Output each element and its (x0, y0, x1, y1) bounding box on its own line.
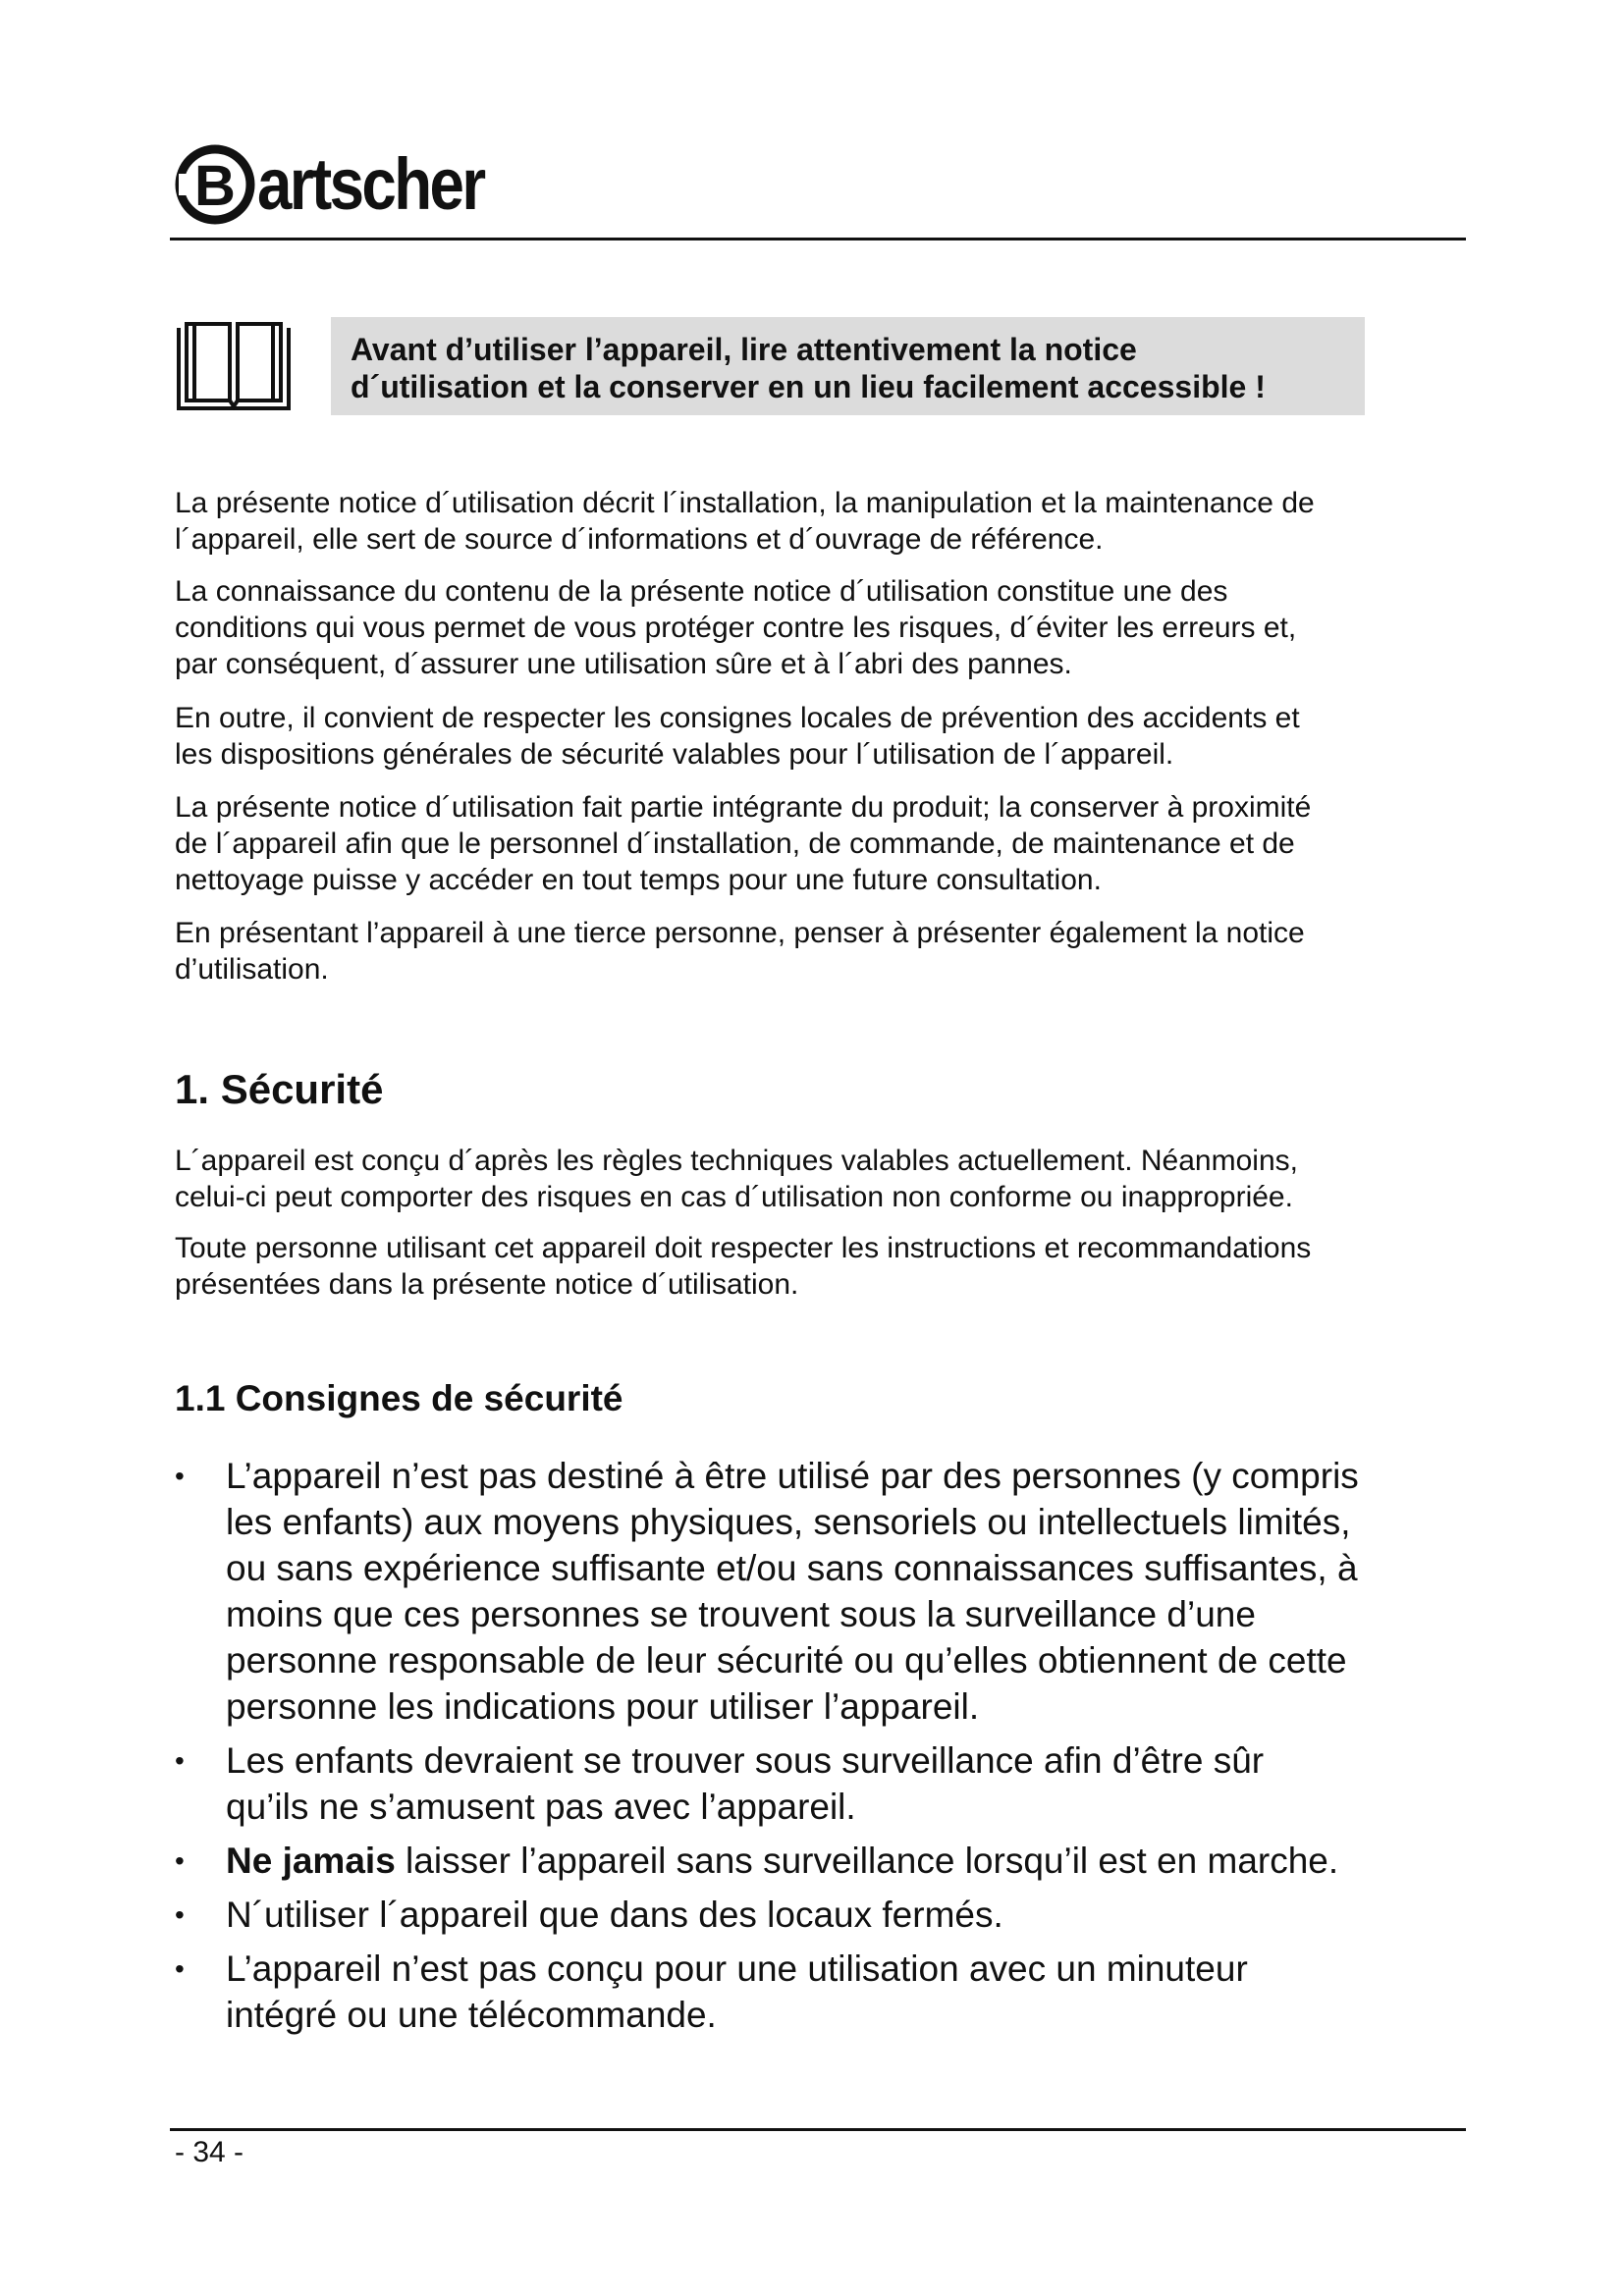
text-line: L’appareil n’est pas conçu pour une utilisation avec un minuteur (226, 1949, 1248, 1989)
bullet-icon: • (175, 1745, 185, 1776)
text-line: les enfants) aux moyens physiques, sensoriels ou intellectuels limités, (226, 1502, 1351, 1542)
intro-paragraph-4 (175, 789, 1461, 898)
text-line: La présente notice d´utilisation fait partie intégrante du produit; la conserver à proximité (175, 791, 1312, 824)
text-line: L´appareil est conçu d´après les règles techniques valables actuellement. Néanmoins, (175, 1145, 1298, 1177)
text-line: En outre, il convient de respecter les consignes locales de prévention des accidents et (175, 702, 1300, 734)
text-line: celui-ci peut comporter des risques en cas d´utilisation non conforme ou inappropriée. (175, 1181, 1293, 1213)
text-line: personne les indications pour utiliser l’appareil. (226, 1686, 980, 1727)
text-line: personne responsable de leur sécurité ou qu’elles obtiennent de cette (226, 1640, 1347, 1681)
bullet-icon: • (175, 1953, 185, 1984)
text-line: La présente notice d´utilisation décrit l´installation, la manipulation et la maintenance de (175, 487, 1315, 519)
text-line: d’utilisation. (175, 953, 329, 986)
text-line: nettoyage puisse y accéder en tout temps pour une future consultation. (175, 864, 1102, 896)
intro-paragraph-5 (175, 915, 1461, 988)
text-line: par conséquent, d´assurer une utilisation sûre et à l´abri des pannes. (175, 648, 1072, 680)
text-fragment: laisser l’appareil sans surveillance lorsqu’il est en marche. (395, 1841, 1339, 1881)
text-line: intégré ou une télécommande. (226, 1995, 717, 2035)
notice-line-2: d´utilisation et la conserver en un lieu facilement accessible ! (351, 369, 1266, 404)
header-divider (170, 238, 1466, 240)
bullet-icon: • (175, 1899, 185, 1930)
text-line: de l´appareil afin que le personnel d´installation, de commande, de maintenance et de (175, 828, 1295, 860)
text-line: Les enfants devraient se trouver sous surveillance afin d’être sûr (226, 1740, 1265, 1781)
text-line: les dispositions générales de sécurité valables pour l´utilisation de l´appareil. (175, 738, 1174, 771)
logo-initial: B (194, 154, 236, 218)
text-line: N´utiliser l´appareil que dans des locaux fermés. (226, 1895, 1003, 1935)
section-heading-consignes: 1.1 Consignes de sécurité (175, 1378, 623, 1418)
bullet-icon: • (175, 1845, 185, 1876)
logo-b-mark-icon (175, 144, 255, 225)
text-line: La connaissance du contenu de la présente notice d´utilisation constitue une des (175, 575, 1228, 608)
text-line: ou sans expérience suffisante et/ou sans connaissances suffisantes, à (226, 1548, 1358, 1588)
list-item (175, 1453, 1490, 1730)
read-manual-notice (331, 317, 1365, 415)
text-line: présentées dans la présente notice d´utilisation. (175, 1268, 799, 1301)
safety-instructions-list (175, 1453, 1490, 2046)
list-item (175, 1737, 1490, 1830)
list-item (175, 1838, 1490, 1884)
text-line: qu’ils ne s’amusent pas avec l’appareil. (226, 1787, 856, 1827)
section1-paragraph-1 (175, 1143, 1461, 1215)
open-book-icon (175, 316, 293, 414)
logo-wordmark (257, 143, 484, 225)
text-line: conditions qui vous permet de vous protéger contre les risques, d´éviter les erreurs et, (175, 612, 1297, 644)
text-line: Toute personne utilisant cet appareil doit respecter les instructions et recommandations (175, 1232, 1312, 1264)
section-heading-securite: 1. Sécurité (175, 1066, 384, 1112)
logo-wordmark-visible: artscher (257, 143, 484, 225)
text-line (226, 1838, 1490, 1884)
brand-logo (175, 135, 520, 234)
footer-divider (170, 2128, 1466, 2131)
text-line: moins que ces personnes se trouvent sous la surveillance d’une (226, 1594, 1256, 1634)
intro-paragraph-2 (175, 573, 1461, 682)
text-line: l´appareil, elle sert de source d´informations et d´ouvrage de référence. (175, 523, 1104, 556)
list-item (175, 1892, 1490, 1938)
notice-line-1: Avant d’utiliser l’appareil, lire attentivement la notice (351, 332, 1137, 367)
page-number: - 34 - (175, 2136, 244, 2168)
bullet-icon: • (175, 1461, 185, 1491)
text-line: En présentant l’appareil à une tierce personne, penser à présenter également la notice (175, 917, 1305, 949)
intro-paragraph-1 (175, 485, 1461, 558)
list-item (175, 1946, 1490, 2038)
emphasis-ne-jamais: Ne jamais (226, 1841, 396, 1881)
section1-paragraph-2 (175, 1230, 1461, 1303)
text-line: L’appareil n’est pas destiné à être utilisé par des personnes (y compris (226, 1456, 1359, 1496)
intro-paragraph-3 (175, 700, 1461, 773)
